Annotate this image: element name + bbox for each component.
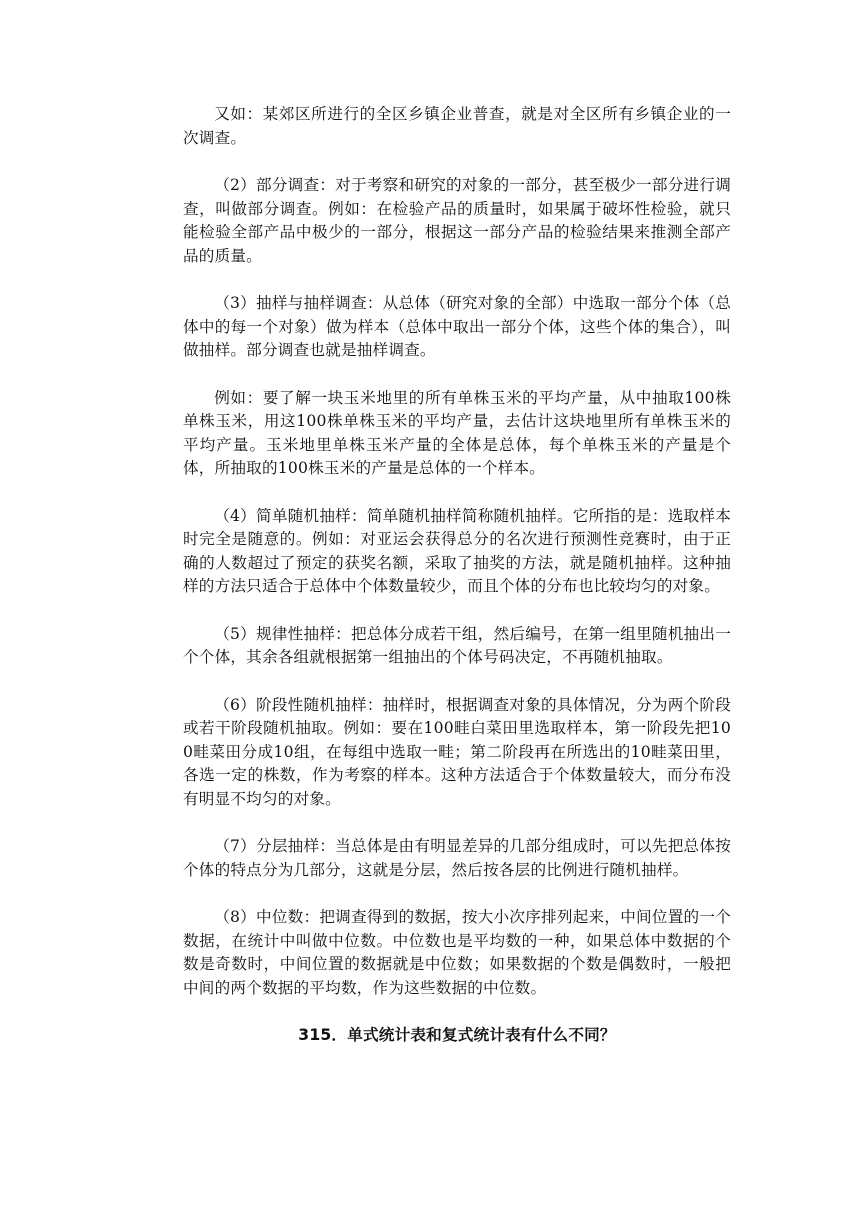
section-heading-315: 315．单式统计表和复式统计表有什么不同？ — [298, 1026, 616, 1044]
paragraph-gap — [183, 268, 731, 292]
paragraph-median: （8）中位数：把调查得到的数据，按大小次序排列起来，中间位置的一个数据，在统计中叫做中位数。中位数也是平均数的一种，如果总体中数据的个数是奇数时，中间位置的数据就是中位数；如果数据的个数是偶数时，一般把中间的两个数据的平均数，作为这些数据的中位数。 — [183, 908, 731, 997]
document-page — [183, 103, 731, 1048]
paragraph-corn-example: 例如：要了解一块玉米地里的所有单株玉米的平均产量，从中抽取100株单株玉米，用这100株单株玉米的平均产量，去估计这块地里所有单株玉米的平均产量。玉米地里单株玉米产量的全体是总体，每个单株玉米的产量是个体，所抽取的100株玉米的产量是总体的一个样本。 — [183, 388, 731, 477]
paragraph-gap — [183, 670, 731, 694]
paragraph-gap — [183, 811, 731, 835]
paragraph-gap — [183, 1000, 731, 1024]
paragraph-gap — [183, 481, 731, 505]
paragraph-stratified-sampling: （7）分层抽样：当总体是由有明显差异的几部分组成时，可以先把总体按个体的特点分为几部分，这就是分层，然后按各层的比例进行随机抽样。 — [183, 837, 731, 879]
paragraph-multistage-sampling: （6）阶段性随机抽样：抽样时，根据调查对象的具体情况，分为两个阶段或若干阶段随机抽取。例如：要在100畦白菜田里选取样本，第一阶段先把100畦菜田分成10组，在每组中选取一畦；第二阶段再在所选出的10畦菜田里，各选一定的株数，作为考察的样本。这种方法适合于个体数量较大，而分布没有明显不均匀的对象。 — [183, 695, 731, 808]
paragraph-systematic-sampling: （5）规律性抽样：把总体分成若干组，然后编号，在第一组里随机抽出一个个体，其余各组就根据第一组抽出的个体号码决定，不再随机抽取。 — [183, 624, 731, 666]
paragraph-simple-random-sampling: （4）简单随机抽样：简单随机抽样简称随机抽样。它所指的是：选取样本时完全是随意的。例如：对亚运会获得总分的名次进行预测性竞赛时，由于正确的人数超过了预定的获奖名额，采取了抽奖的方法，就是随机抽样。这种抽样的方法只适合于总体中个体数量较少，而且个体的分布也比较均匀的对象。 — [183, 506, 731, 595]
paragraph-gap — [183, 150, 731, 174]
paragraph-gap — [183, 882, 731, 906]
paragraph-gap — [183, 599, 731, 623]
paragraph-sampling: （3）抽样与抽样调查：从总体（研究对象的全部）中选取一部分个体（总体中的每一个对象）做为样本（总体中取出一部分个体，这些个体的集合），叫做抽样。部分调查也就是抽样调查。 — [183, 294, 731, 359]
paragraph-gap — [183, 363, 731, 387]
paragraph-township-census: 又如：某郊区所进行的全区乡镇企业普查，就是对全区所有乡镇企业的一次调查。 — [183, 105, 731, 147]
paragraph-partial-survey: （2）部分调查：对于考察和研究的对象的一部分，甚至极少一部分进行调查，叫做部分调查。例如：在检验产品的质量时，如果属于破坏性检验，就只能检验全部产品中极少的一部分，根据这一部分产品的检验结果来推测全部产品的质量。 — [183, 176, 731, 265]
